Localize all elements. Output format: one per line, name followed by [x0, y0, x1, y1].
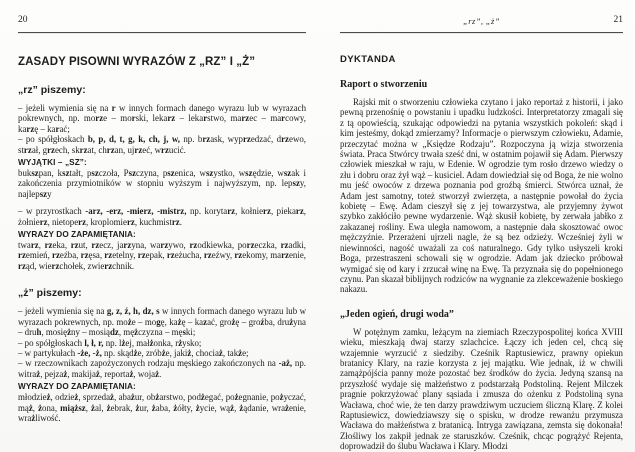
rz-rule-2: – po spółgłoskach b, p, d, t, g, k, ch, j, w, np. brzask, wyprzedzać, drzewo, strzał, grzech, skrzat, chrzan, ujrzeć, wrzucić.	[18, 134, 307, 155]
memorize-list-rz: twarz, rzeka, rzut, rzecz, jarzyna, warzywo, rzodkiewka, porzeczka, rzadki, rzemień, rzeźba, rzęsa, rzetelny, rzepak, rzeżucha, rzeźwy, rzekomy, marzenie, rząd, wierzchołek, zwierzchnik.	[18, 240, 306, 271]
page-right	[340, 12, 623, 452]
page-header-left	[18, 12, 306, 33]
z-rule-2: – po spółgłoskach l, ł, r, np. lżej, małżonka, rżysko;	[18, 337, 202, 348]
z-rule-1: – jeżeli wymienia się na g, z, ź, h, dz, s w innych formach danego wyrazu lub w wyrazach pokrewnych, np. może – mogę, każę – kazać, grożę – groźba, drużyna – druh, mosiężny – mosiądz, mężczyzna – męski;	[18, 306, 306, 338]
memorize-label-z: WYRAZY DO ZAPAMIĘTANIA:	[18, 382, 136, 392]
page-number: 20	[18, 15, 28, 25]
article-body: Rajski mit o stworzeniu człowieka czytano i jako reportaż z historii, i jako pewną przenośnię o powstaniu i upadku ludzkości. Interpretatorzy zmagali się z tą opowieścią, szukając odpowiedzi na pytania wszystkich pokoleń: skąd i kim jesteśmy, dokąd zmierzamy? Informacje o pierwszym człowieku, Adamie, przeczytać można w „Księdze Rodzaju”. Rozpoczyna ją wizja stworzenia świata. Praca Stwórcy trwała sześć dni, w ostatnim pojawił się Adam. Pierwszy człowiek mieszkał w raju, w Edenie. W ogrodzie tym rosło drzewo wiedzy o złu i dobru oraz żył wąż – kusiciel. Adam dowiedział się od Boga, że nie wolno mu jeść owoców z drzewa poznania pod groźbą śmierci. Stwórca uznał, że Adam jest samotny, toteż stworzył zwierzęta, a następnie powołał do życia kobietę – Ewę. Adam cieszył się z jej towarzystwa, ale przyjemny żywot szybko zakłóciło pewne wydarzenie. Wąż skusił kobietę, by zerwała jabłko z zakazanej rośliny. Ewa uległa namowom, a następnie dała skosztować owoc mężczyźnie. Przerażeni ujrzeli nagle, że są bez odzieży. Wcześniej żyli w niewinności, nagość uważali za coś naturalnego. Gdy tylko usłyszeli kroki Boga, przestraszeni schowali się w ogrodzie. Adam jak dziecko próbował wymigać się od kary i zrzucał winę na Ewę. Ta przyznała się do popełnionego czynu. Pan skazał biblijnych rodziców na wygnanie za zlekceważenie boskiego nakazu.	[340, 97, 623, 295]
z-rule-4: – w rzeczownikach zapożyczonych rodzaju męskiego zakończonych na -aż, np. witraż, pejzaż, makijaż, reportaż, wojaż.	[18, 358, 306, 379]
page-left	[18, 12, 306, 423]
article-title: Raport o stworzeniu	[340, 79, 428, 90]
page-number: 21	[613, 15, 623, 25]
running-header: „rz”, „ż”	[463, 16, 500, 26]
section-heading-rz: „rz” piszemy:	[18, 84, 86, 96]
rz-suffix-rule: – w przyrostkach -arz, -erz, -mierz, -mistrz, np. korytarz, kołnierz, piekarz, żołnierz, nietoperz, kroplomierz, kuchmistrz.	[18, 206, 306, 227]
memorize-list-z: młodzież, odzież, sprzedaż, abażur, obżarstwo, podżegać, pożegnanie, pożyczać, mąż, żona, miąższ, żal, żebrak, żur, żaba, żółty, życie, wąż, żądanie, wrażenie, wrażliwość.	[18, 392, 306, 423]
article-body: W potężnym zamku, leżącym na ziemiach Rzeczypospolitej końca XVIII wieku, mieszkają dwaj starzy szlachcice. Łączy ich jeden cel, chcą się wzajemnie wyrzucić z siedziby. Cześnik Raptusiewicz, prawny opiekun bratanicy Klary, na razie korzysta z jej majątku. Wie jednak, iż w chwili zamążpójścia panny może pozostać bez środków do życia. Jedyną szansą na przyszłość wydaje się małżeństwo z podstarzałą Podstoliną. Rejent Milczek pragnie pokrzyżować plany sąsiada i zmusza do ożenku z Podstoliną syna Wacława, choć wie, że ten darzy prawdziwym uczuciem śliczną Klarę. Z kolei Raptusiewicz, dowiedziawszy się o spisku, w drodze rewanżu przymusza Wacława do małżeństwa z bratanicą. Intryga zawiązana, zemsta się dokonała! Złośliwy los zakpił jednak ze staruszków. Cześnik, chcąc pogrążyć Rejenta, doprowadził do ślubu Wacława i Klary. Młodzi	[340, 326, 623, 452]
exceptions-label: WYJĄTKI – „SZ”:	[18, 158, 87, 168]
rz-rule-1: – jeżeli wymienia się na r w innych formach danego wyrazu lub w wyrazach pokrewnych, np. morze – morski, lekarz – lekarstwo, marzec – marcowy, karzę – karać;	[18, 103, 307, 134]
z-rule-3: – w partykułach -że, -ż, np. skądże, zróbże, jakiż, chociaż, także;	[18, 347, 249, 358]
exceptions-list: bukszpan, kształt, pszczoła, Pszczyna, pszenica, wszystko, wszędzie, wszak i zakończenia przymiotników w stopniu wyższym i najwyższym, np. lepszy, najlepszy	[18, 168, 306, 199]
article-title: „Jeden ogień, drugi woda”	[340, 308, 454, 320]
article-raport	[340, 79, 623, 295]
article-jeden-ogien	[340, 309, 623, 452]
dyktanda-heading: DYKTANDA	[340, 54, 396, 65]
page-header-right	[340, 12, 623, 33]
memorize-label-rz: WYRAZY DO ZAPAMIĘTANIA:	[18, 230, 136, 240]
section-heading-z: „ż” piszemy:	[18, 287, 82, 300]
page-title: ZASADY PISOWNI WYRAZÓW Z „RZ” I „Ż”	[18, 56, 256, 68]
